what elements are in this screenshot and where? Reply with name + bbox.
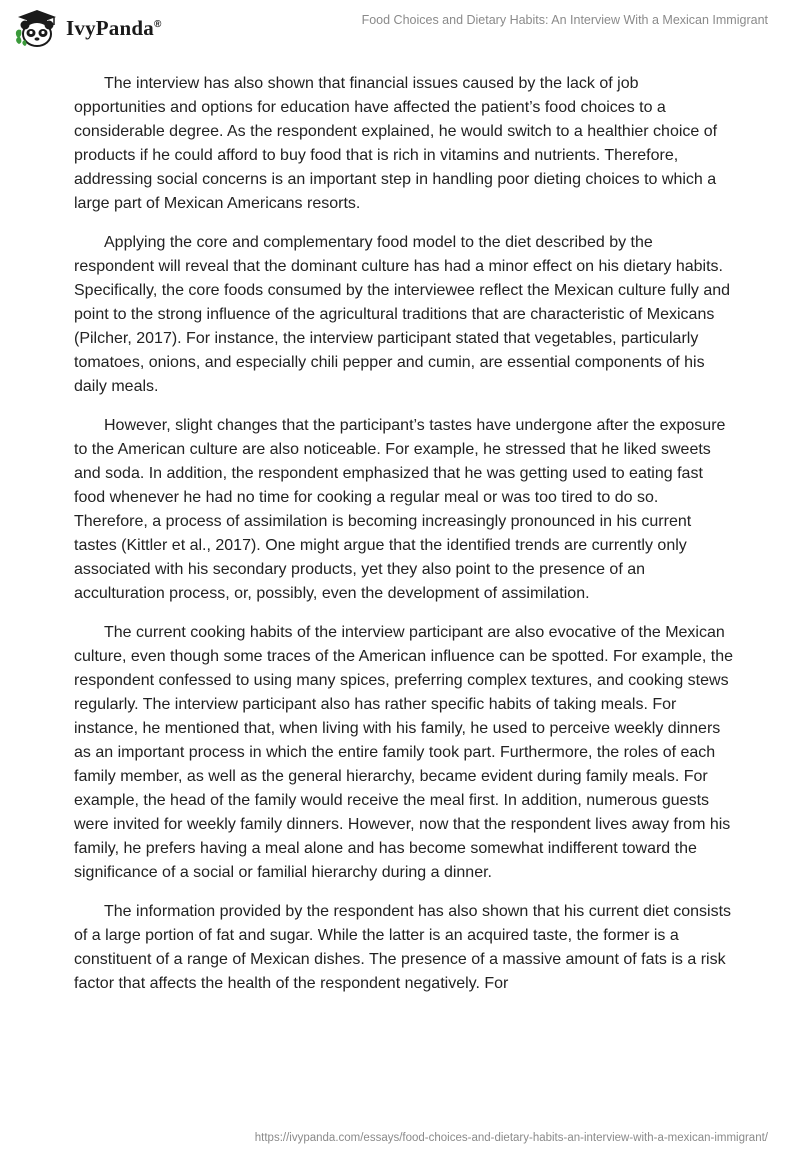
paragraph: Applying the core and complementary food model to the diet described by the respondent will reveal that the dominant culture has had a minor effect on his dietary habits. Specifically, the core foods consumed by the interviewee reflect the Mexican culture fully and point to the strong influence of the agricultural traditions that are characteristic of Mexicans (Pilcher, 2017). For instance, the interview participant stated that vegetables, particularly tomatoes, onions, and especially chili pepper and cumin, are essential components of his daily meals. [74,234,731,395]
essay-body [74,72,734,1011]
paragraph: The interview has also shown that financial issues caused by the lack of job opportunities and options for education have affected the patient’s food choices to a considerable degree. As the respondent explained, he would switch to a healthier choice of products if he could afford to buy food that is rich in vitamins and nutrients. Therefore, addressing social concerns is an important step in handling poor dieting choices to which a large part of Mexican Americans resorts. [74,75,718,212]
page-header [0,0,800,60]
paragraph: However, slight changes that the participant’s tastes have undergone after the exposure to the American culture are also noticeable. For example, he stressed that he liked sweets and soda. In addition, the respondent emphasized that he was getting used to eating fast food whenever he had no time for cooking a regular meal or was too tired to do so. Therefore, a process of assimilation is becoming increasingly pronounced in his current tastes (Kittler et al., 2017). One might argue that the identified trends are currently only associated with his secondary products, yet they also point to the presence of an acculturation process, or, possibly, even the development of assimilation. [74,417,726,602]
paragraph: The current cooking habits of the interview participant are also evocative of the Mexican culture, even though some traces of the American influence can be spotted. For example, the respondent confessed to using many spices, preferring complex textures, and cooking stews regularly. The interview participant also has rather specific habits of taking meals. For instance, he mentioned that, when living with his family, he used to perceive weekly dinners as an important process in which the entire family took part. Furthermore, the roles of each family member, as well as the general hierarchy, became evident during family meals. For example, the head of the family would receive the meal first. In addition, numerous guests were invited for weekly family dinners. However, now that the respondent lives away from his family, he prefers having a meal alone and has become somewhat indifferent toward the significance of a social or familial hierarchy during a dinner. [74,624,734,881]
source-url[interactable]: https://ivypanda.com/essays/food-choices-and-dietary-habits-an-interview-with-a-mexican-immigrant/ [254,1132,768,1144]
panda-graduate-logo-icon [14,8,60,48]
paragraph: The information provided by the respondent has also shown that his current diet consists of a large portion of fat and sugar. While the latter is an acquired taste, the former is a constituent of a range of Mexican dishes. The presence of a massive amount of fats is a risk factor that affects the health of the respondent negatively. For [74,903,732,992]
brand-logo[interactable] [14,8,162,48]
brand-name: IvyPanda® [66,15,162,40]
document-title: Food Choices and Dietary Habits: An Interview With a Mexican Immigrant [361,13,768,27]
